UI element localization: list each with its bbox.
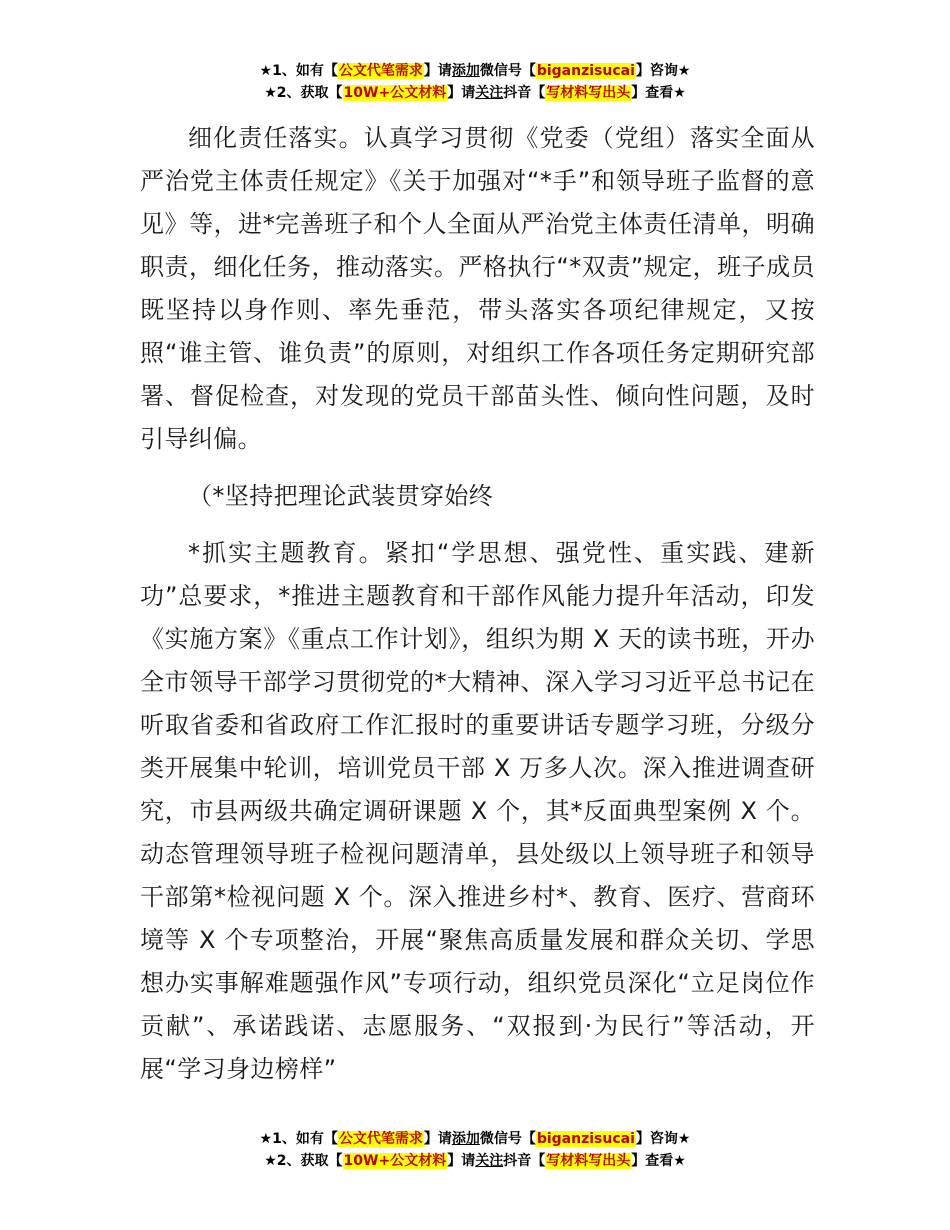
highlight-wechat-id: biganzisucai [536, 63, 635, 79]
banner-line-2 [0, 1150, 950, 1172]
banner-text: 微信号【 [479, 63, 536, 79]
banner-text: 】请 [447, 1153, 476, 1169]
star-icon: ★ [677, 1131, 691, 1147]
banner-text: 2、获取【 [276, 85, 343, 101]
highlight-wechat-id: biganzisucai [536, 1131, 635, 1147]
star-icon: ★ [264, 85, 277, 101]
banner-emphasis: 关注 [475, 85, 504, 101]
section-heading: （*坚持把理论武装贯穿始终 [188, 482, 494, 510]
document-body [140, 117, 815, 1091]
banner-text: 】咨询 [635, 63, 678, 79]
star-icon: ★ [264, 1153, 277, 1169]
banner-text: 1、如有【 [272, 1131, 338, 1147]
banner-text: 】请 [423, 63, 452, 79]
highlight-materials: 10W+公文材料 [343, 1153, 447, 1169]
highlight-douyin-account: 写材料写出头 [546, 1153, 631, 1169]
highlight-service: 公文代笔需求 [338, 63, 423, 79]
banner-emphasis: 添加 [451, 1131, 480, 1147]
highlight-materials: 10W+公文材料 [343, 85, 447, 101]
banner-text: 微信号【 [479, 1131, 536, 1147]
star-icon: ★ [673, 85, 686, 101]
banner-line-1 [0, 1128, 950, 1150]
banner-text: 1、如有【 [272, 63, 338, 79]
highlight-douyin-account: 写材料写出头 [546, 85, 631, 101]
banner-text: 】请 [423, 1131, 452, 1147]
banner-text: 抖音【 [503, 85, 546, 101]
paragraph-theme-education: *抓实主题教育。紧扣“学思想、强党性、重实践、建新功”总要求，*推进主题教育和干部作风能力提升年活动，印发《实施方案》《重点工作计划》，组织为期 X 天的读书班，开办全市领导干部学习贯彻党的*大精神、深入学习习近平总书记在听取省委和省政府工作汇报时的重要讲话专题学习班，分级分类开展集中轮训，培训党员干部 X 万多人次。深入推进调查研究，市县两级共确定调研课题 X 个，其*反面典型案例 X 个。动态管理领导班子检视问题清单，县处级以上领导班子和领导干部第*检视问题 X 个。深入推进乡村*、教育、医疗、营商环境等 X 个专项整治，开展“聚焦高质量发展和群众关切、学思想办实事解难题强作风”专项行动，组织党员深化“立足岗位作贡献”、承诺践诺、志愿服务、“双报到·为民行”等活动，开展“学习身边榜样” [140, 539, 815, 1083]
banner-text: 抖音【 [503, 1153, 546, 1169]
banner-text: 】查看 [631, 1153, 674, 1169]
star-icon: ★ [259, 63, 273, 79]
banner-emphasis: 添加 [451, 63, 480, 79]
banner-text: 2、获取【 [276, 1153, 343, 1169]
header-banner [0, 60, 950, 104]
banner-line-2 [0, 82, 950, 104]
banner-text: 】查看 [631, 85, 674, 101]
star-icon: ★ [259, 1131, 273, 1147]
banner-line-1 [0, 60, 950, 82]
banner-emphasis: 关注 [475, 1153, 504, 1169]
banner-text: 】咨询 [635, 1131, 678, 1147]
paragraph-responsibility: 细化责任落实。认真学习贯彻《党委（党组）落实全面从严治党主体责任规定》《关于加强对“*手”和领导班子监督的意见》等，进*完善班子和个人全面从严治党主体责任清单，明确职责，细化任务，推动落实。严格执行“*双责”规定，班子成员既坚持以身作则、率先垂范，带头落实各项纪律规定，又按照“谁主管、谁负责”的原则，对组织工作各项任务定期研究部署、督促检查，对发现的党员干部苗头性、倾向性问题，及时引导纠偏。 [140, 124, 815, 453]
footer-banner [0, 1128, 950, 1172]
star-icon: ★ [677, 63, 691, 79]
banner-text: 】请 [447, 85, 476, 101]
star-icon: ★ [673, 1153, 686, 1169]
highlight-service: 公文代笔需求 [338, 1131, 423, 1147]
